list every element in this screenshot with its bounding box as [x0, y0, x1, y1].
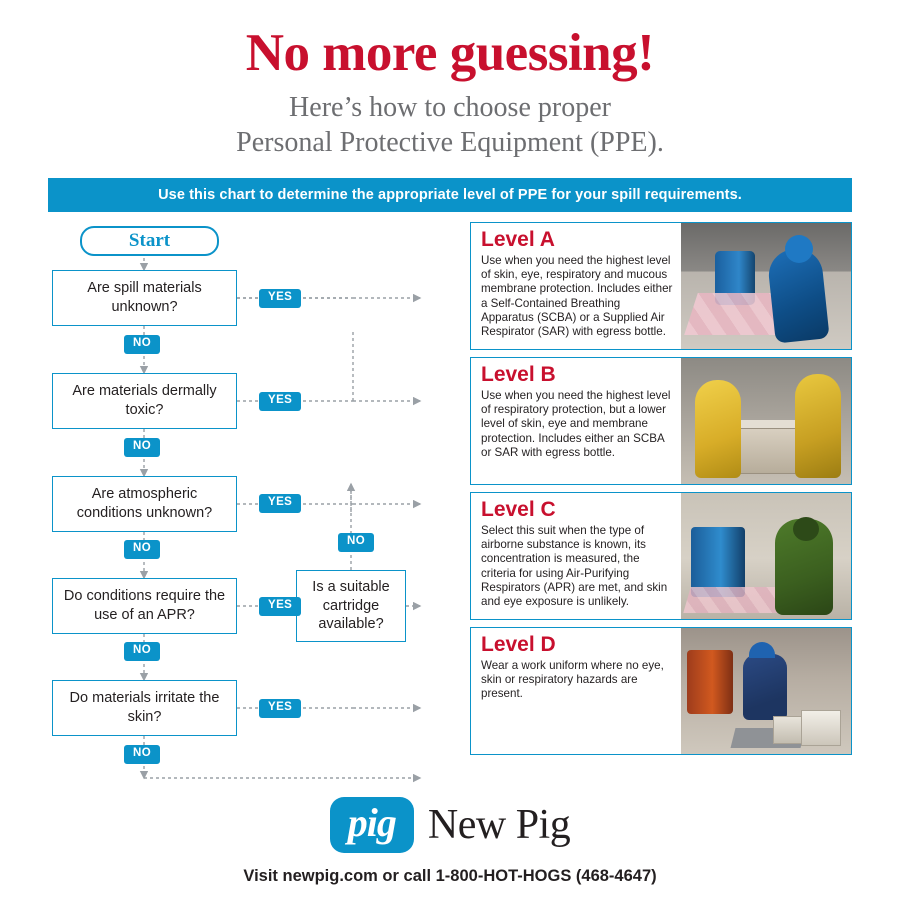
- decision-node-irritate-skin[interactable]: Do materials irritate the skin?: [52, 680, 237, 736]
- brand-lockup: [0, 797, 900, 853]
- level-a-photo: [681, 223, 851, 349]
- respirator-mask-shape: [793, 517, 819, 541]
- start-node: Start: [80, 226, 219, 256]
- edge-label-yes-5: YES: [259, 699, 301, 718]
- level-a-body: Use when you need the highest level of skin, eye, respiratory and mucous membrane protection. Includes either a Self-Contained Breathing Apparatus (SCBA) or a Supplied Air Respirator (SAR) with egress bottle.: [481, 254, 673, 338]
- level-d-photo: [681, 628, 851, 754]
- decision-node-require-apr[interactable]: Do conditions require the use of an APR?: [52, 578, 237, 634]
- uniform-worker-shape: [743, 654, 787, 720]
- yellow-suit-worker-left-shape: [695, 380, 741, 478]
- brand-name: New Pig: [427, 802, 571, 848]
- edge-label-no-2: NO: [124, 438, 160, 457]
- page-title: No more guessing!: [245, 24, 655, 82]
- edge-label-yes-4: YES: [259, 597, 301, 616]
- decision-node-dermally-toxic[interactable]: Are materials dermally toxic?: [52, 373, 237, 429]
- ppe-level-cards: [470, 222, 852, 762]
- ppe-decision-chart: [48, 222, 852, 782]
- decision-node-suitable-cartridge[interactable]: Is a suitable cartridge available?: [296, 570, 406, 642]
- level-d-body: Wear a work uniform where no eye, skin or respiratory hazards are present.: [481, 659, 664, 701]
- level-b-photo: [681, 358, 851, 484]
- pig-logo: pig: [330, 797, 414, 853]
- level-c-body: Select this suit when the type of airborne substance is known, its concentration is measured, the criteria for using Air-Purifying Respirators (APR) are met, and skin and eye exposure is unlikely.: [481, 524, 668, 608]
- edge-label-no-6: NO: [338, 533, 374, 552]
- level-c-text: [471, 493, 683, 609]
- level-b-body: Use when you need the highest level of respiratory protection, but a lower level of skin, eye and membrane protection. Includes either an SCBA or SAR with egress bottle.: [481, 389, 671, 459]
- level-d-text: [471, 628, 683, 701]
- contact-line: Visit newpig.com or call 1-800-HOT-HOGS (468-4647): [243, 867, 657, 885]
- edge-label-yes-2: YES: [259, 392, 301, 411]
- level-c-photo: [681, 493, 851, 619]
- red-drum-shape: [687, 650, 733, 714]
- edge-label-no-4: NO: [124, 642, 160, 661]
- level-card-d[interactable]: [470, 627, 852, 755]
- edge-label-yes-3: YES: [259, 494, 301, 513]
- level-c-title: Level C: [481, 498, 556, 522]
- page-subtitle: [0, 90, 900, 160]
- level-a-text: [471, 223, 683, 339]
- edge-label-no-5: NO: [124, 745, 160, 764]
- level-b-title: Level B: [481, 363, 556, 387]
- edge-label-no-1: NO: [124, 335, 160, 354]
- level-d-title: Level D: [481, 633, 556, 657]
- level-card-a[interactable]: [470, 222, 852, 350]
- subtitle-line-2: Personal Protective Equipment (PPE).: [236, 127, 664, 159]
- carton-shape: [739, 428, 803, 474]
- subtitle-line-1: Here’s how to choose proper: [289, 92, 611, 124]
- instruction-bar: Use this chart to determine the appropriate level of PPE for your spill requirements.: [48, 178, 852, 212]
- hard-hat-shape: [749, 642, 775, 658]
- decision-node-spill-materials-unknown[interactable]: Are spill materials unknown?: [52, 270, 237, 326]
- level-card-b[interactable]: [470, 357, 852, 485]
- edge-label-no-3: NO: [124, 540, 160, 559]
- level-b-text: [471, 358, 683, 460]
- bucket-shape: [801, 710, 841, 746]
- yellow-suit-worker-right-shape: [795, 374, 841, 478]
- page-footer: [0, 797, 900, 886]
- flowchart-column: [48, 222, 468, 782]
- suit-hood-shape: [785, 235, 813, 263]
- level-a-title: Level A: [481, 228, 555, 252]
- edge-label-yes-1: YES: [259, 289, 301, 308]
- decision-node-atmospheric-conditions-unknown[interactable]: Are atmospheric conditions unknown?: [52, 476, 237, 532]
- page-header: [0, 0, 900, 160]
- level-card-c[interactable]: [470, 492, 852, 620]
